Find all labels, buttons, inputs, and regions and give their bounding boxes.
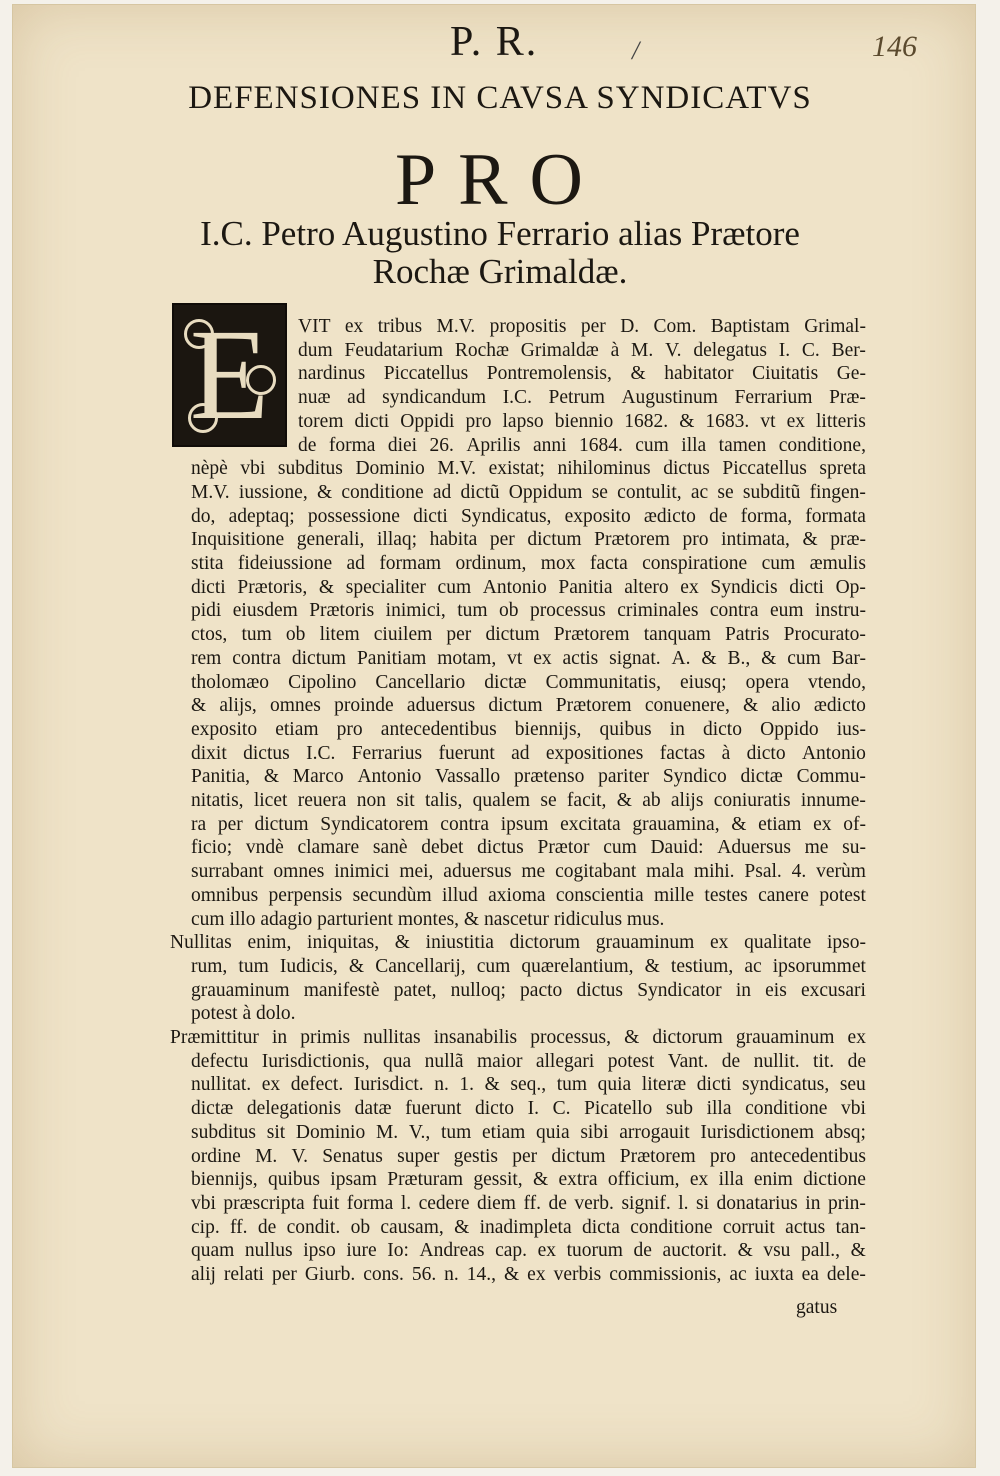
text-line: VIT ex tribus M.V. propositis per D. Com. Baptistam Grimal-	[298, 316, 866, 337]
text-line: exposito etiam pro antecedentibus biennijs, quibus in dicto Oppido ius-	[191, 718, 866, 740]
text-line: ficio; vndè clamare sanè debet dictus Prætor cum Dauid: Aduersus me su-	[191, 837, 866, 859]
text-line: ra per dictum Syndicatorem contra ipsum excitata grauamina, & etiam ex of-	[191, 813, 866, 835]
text-line: Inquisitione generali, illaq; habita per dictum Prætorem pro intimata, & præ-	[191, 529, 866, 551]
text-line: dicti Prætoris, & specialiter cum Antonio Panitia altero ex Syndicis dicti Op-	[191, 576, 866, 598]
text-line: defectu Iurisdictionis, qua nullã maior allegari potest Vant. de nullit. tit. de	[191, 1050, 866, 1072]
text-line: rem contra dictum Panitiam motam, vt ex actis signat. A. & B., & cum Bar-	[191, 647, 866, 669]
text-line: surrabant omnes inimici mei, aduersus me cogitabant mala mihi. Psal. 4. verùm	[191, 861, 866, 883]
initial-letter: E	[189, 303, 270, 447]
text-line: quam nullus ipso iure Io: Andreas cap. ex tuorum de auctorit. & vsu pall., &	[191, 1240, 866, 1262]
text-line: stita fideiussione ad formam ordinum, mox facta conspiratione cum æmulis	[191, 553, 866, 574]
header-code: P. R.	[450, 19, 539, 65]
text-line: M.V. iussione, & conditione ad dictũ Oppidum se contulit, ac se subditũ fingen-	[191, 481, 866, 503]
pro-heading: PRO	[395, 139, 605, 221]
text-line: Panitia, & Marco Antonio Vassallo prætenso pariter Syndico dictæ Commu-	[191, 766, 866, 788]
text-line: Nullitas enim, iniquitas, & iniustitia dictorum grauaminum ex qualitate ipso-	[170, 932, 866, 954]
text-line: do, adeptaq; possessione dicti Syndicatus, exposito ædicto de forma, formata	[191, 505, 866, 527]
text-line: rum, tum Iudicis, & Cancellarij, cum quærelantium, & testium, ac ipsorummet	[191, 955, 866, 977]
text-line: nèpè vbi subditus Dominio M.V. existat; nihilominus dictus Piccatellus spreta	[191, 458, 866, 480]
text-line: nullitat. ex defect. Iurisdict. n. 1. & seq., tum quia literæ dicti syndicatus, seu	[191, 1074, 866, 1096]
document-title: DEFENSIONES IN CAVSA SYNDICATVS	[188, 80, 812, 116]
text-line: nitatis, licet reuera non sit talis, qualem se facit, & ab alijs coniuratis innume-	[191, 790, 866, 811]
text-line: torem dicti Oppidi pro lapso biennio 1682. & 1683. vt ex litteris	[298, 410, 866, 432]
text-line: nuæ ad syndicandum I.C. Petrum Augustinum Ferrarium Præ-	[298, 387, 866, 409]
text-line: omnibus perpensis secundùm illud axioma conscientia mille testes canere potest	[191, 884, 866, 906]
text-line: cip. ff. de condit. ob causam, & inadimpleta dicta conditione corruit actus tan-	[191, 1216, 866, 1238]
text-line: dictæ delegationis datæ fuerunt dicto I. C. Picatello sub illa conditione vbi	[191, 1098, 866, 1120]
text-line: grauaminum manifestè patet, nulloq; pacto dictus Syndicator in eis excusari	[191, 979, 866, 1001]
decorated-initial	[172, 303, 287, 447]
text-line: tholomæo Cipolino Cancellario dictæ Communitatis, eiusq; opera vtendo,	[191, 671, 866, 693]
text-line: subditus sit Dominio M. V., tum etiam quia sibi arrogauit Iurisdictionem absq;	[191, 1121, 866, 1143]
text-line: vbi præscripta fuit forma l. cedere diem ff. de verb. signif. l. si donatarius in prin-	[191, 1192, 866, 1214]
text-line: & alijs, omnes proinde aduersus dictum Prætorem conuenere, & alio ædicto	[191, 695, 866, 717]
text-line: biennijs, quibus ipsam Præturam gessit, & extra officium, ex illa enim dictione	[191, 1169, 866, 1191]
text-line: nardinus Piccatellus Pontremolensis, & habitator Ciuitatis Ge-	[298, 363, 866, 385]
person-name-line-2: Rochæ Grimaldæ.	[372, 252, 628, 291]
text-line: ctos, tum ob litem ciuilem per dictum Prætorem tanquam Patris Procurato-	[191, 624, 866, 646]
text-line: dum Feudatarium Rochæ Grimaldæ à M. V. delegatus I. C. Ber-	[298, 339, 866, 361]
text-line: potest à dolo.	[191, 1003, 296, 1025]
text-line: cum illo adagio parturient montes, & nascetur ridiculus mus.	[191, 908, 665, 930]
handwritten-mark: /	[632, 36, 640, 65]
text-line: pidi eiusdem Prætoris inimici, tum ob processus criminales contra eum instru-	[191, 600, 866, 622]
text-line: ordine M. V. Senatus super gestis per dictum Prætorem pro antecedentibus	[191, 1145, 866, 1167]
text-line: dixit dictus I.C. Ferrarius fuerunt ad expositiones factas à dicto Antonio	[191, 742, 866, 764]
folio-number: 146	[872, 30, 917, 63]
text-line: Præmittitur in primis nullitas insanabilis processus, & dictorum grauaminum ex	[170, 1027, 866, 1048]
catchword: gatus	[796, 1297, 838, 1318]
person-name-line-1: I.C. Petro Augustino Ferrario alias Prætore	[200, 214, 800, 253]
text-line: alij relati per Giurb. cons. 56. n. 14., & ex verbis commissionis, ac iuxta ea dele-	[191, 1264, 866, 1285]
text-line: de forma diei 26. Aprilis anni 1684. cum illa tamen conditione,	[298, 434, 866, 456]
